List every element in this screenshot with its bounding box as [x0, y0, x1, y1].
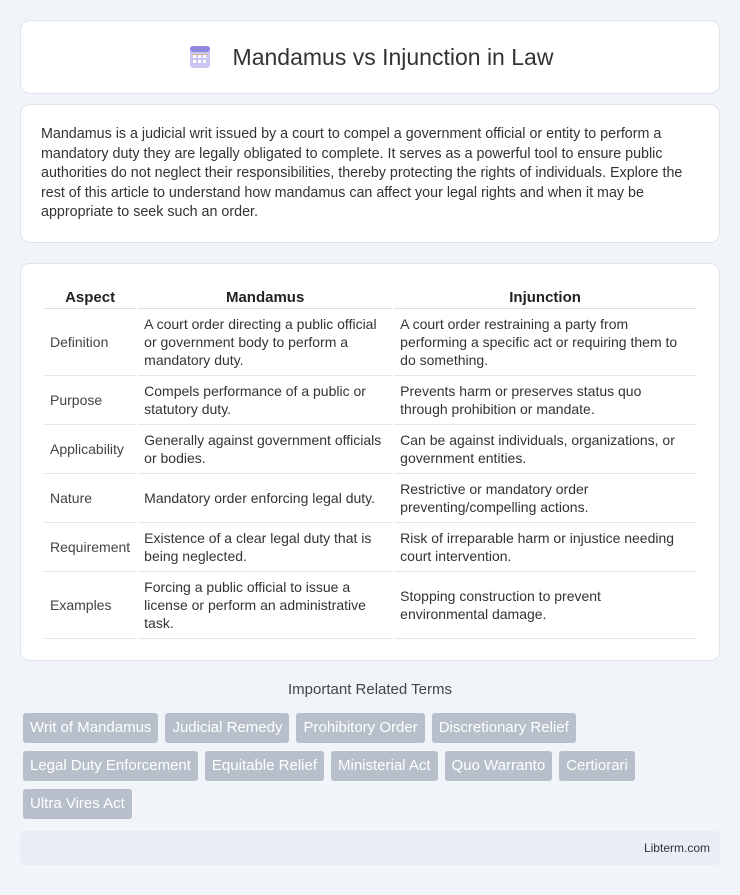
- column-header: Mandamus: [138, 286, 392, 309]
- comparison-table: [42, 286, 698, 639]
- table-row: [44, 523, 696, 572]
- aspect-cell: Requirement: [44, 523, 136, 572]
- related-terms-list: [23, 713, 723, 819]
- aspect-cell: Applicability: [44, 425, 136, 474]
- aspect-cell: Purpose: [44, 376, 136, 425]
- injunction-cell: Risk of irreparable harm or injustice needing court intervention.: [394, 523, 696, 572]
- injunction-cell: Prevents harm or preserves status quo through prohibition or mandate.: [394, 376, 696, 425]
- related-term-tag[interactable]: Ultra Vires Act: [23, 789, 132, 819]
- mandamus-cell: Existence of a clear legal duty that is being neglected.: [138, 523, 392, 572]
- column-header: Injunction: [394, 286, 696, 309]
- table-row: [44, 474, 696, 523]
- mandamus-cell: Mandatory order enforcing legal duty.: [138, 474, 392, 523]
- mandamus-cell: Generally against government officials or bodies.: [138, 425, 392, 474]
- mandamus-cell: Compels performance of a public or statutory duty.: [138, 376, 392, 425]
- related-term-tag[interactable]: Certiorari: [559, 751, 635, 781]
- table-row: [44, 376, 696, 425]
- injunction-cell: Stopping construction to prevent environmental damage.: [394, 572, 696, 639]
- related-term-tag[interactable]: Equitable Relief: [205, 751, 324, 781]
- related-terms-title: Important Related Terms: [288, 681, 452, 698]
- table-header-row: [44, 286, 696, 309]
- table-icon: [187, 44, 213, 70]
- header-card: [20, 20, 720, 94]
- comparison-table-card: [20, 263, 720, 661]
- injunction-cell: Can be against individuals, organizations, or government entities.: [394, 425, 696, 474]
- intro-text: Mandamus is a judicial writ issued by a court to compel a government official or entity to perform a mandatory duty they are legally obligated to complete. It serves as a powerful tool to ensure public authorities do not neglect their responsibilities, thereby protecting the rights of individuals. Explore the rest of this article to understand how mandamus can affect your legal rights and when it may be appropriate to seek such an order.: [41, 126, 683, 220]
- related-term-tag[interactable]: Legal Duty Enforcement: [23, 751, 198, 781]
- intro-card: [20, 104, 720, 243]
- aspect-cell: Definition: [44, 309, 136, 376]
- related-term-tag[interactable]: Prohibitory Order: [296, 713, 424, 743]
- table-row: [44, 309, 696, 376]
- table-row: [44, 425, 696, 474]
- aspect-cell: Nature: [44, 474, 136, 523]
- aspect-cell: Examples: [44, 572, 136, 639]
- mandamus-cell: Forcing a public official to issue a license or perform an administrative task.: [138, 572, 392, 639]
- mandamus-cell: A court order directing a public official or government body to perform a mandatory duty.: [138, 309, 392, 376]
- injunction-cell: Restrictive or mandatory order preventing/compelling actions.: [394, 474, 696, 523]
- related-term-tag[interactable]: Writ of Mandamus: [23, 713, 158, 743]
- column-header: Aspect: [44, 286, 136, 309]
- related-term-tag[interactable]: Ministerial Act: [331, 751, 438, 781]
- table-row: [44, 572, 696, 639]
- related-term-tag[interactable]: Judicial Remedy: [165, 713, 289, 743]
- related-term-tag[interactable]: Discretionary Relief: [432, 713, 576, 743]
- footer-site-link[interactable]: Libterm.com: [643, 841, 710, 855]
- injunction-cell: A court order restraining a party from performing a specific act or requiring them to do something.: [394, 309, 696, 376]
- related-term-tag[interactable]: Quo Warranto: [445, 751, 553, 781]
- footer: [20, 831, 720, 865]
- page-title: Mandamus vs Injunction in Law: [232, 43, 554, 70]
